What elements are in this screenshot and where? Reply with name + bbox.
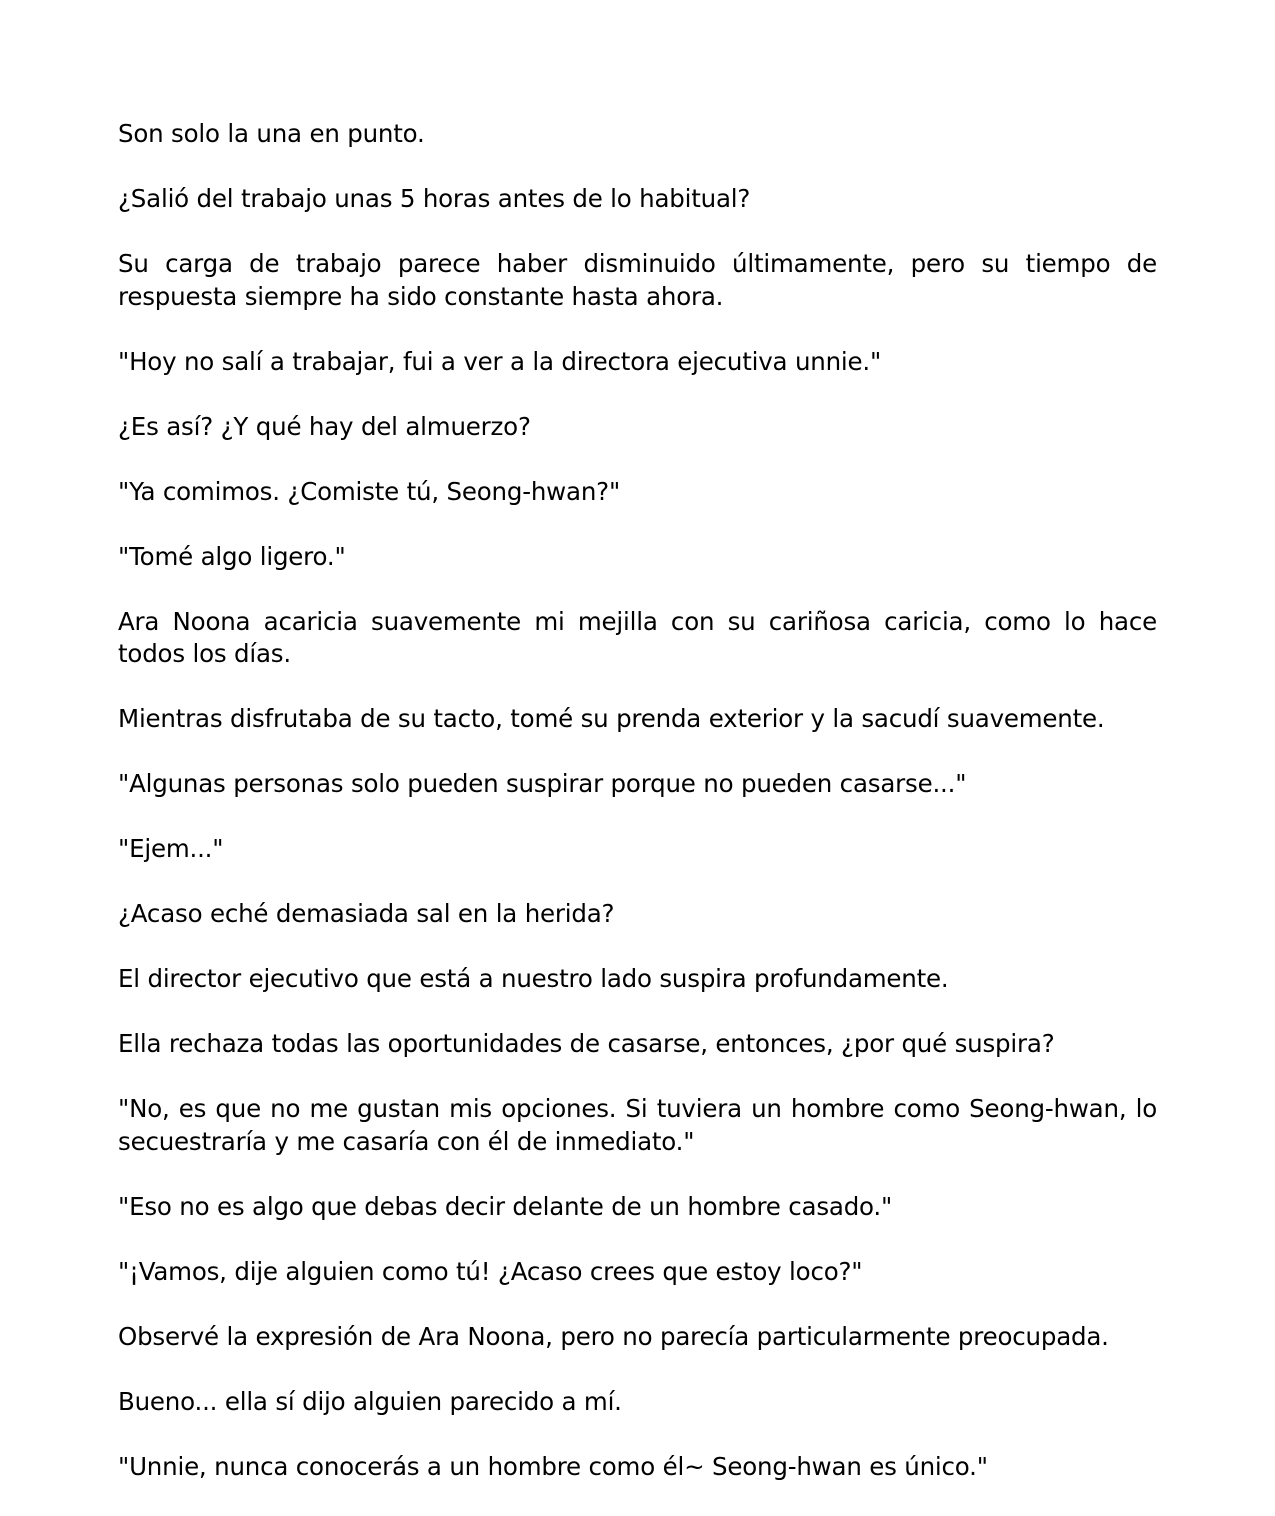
- paragraph: "Algunas personas solo pueden suspirar porque no pueden casarse...": [118, 769, 967, 798]
- paragraph: ¿Es así? ¿Y qué hay del almuerzo?: [118, 411, 531, 441]
- paragraph: Son solo la una en punto.: [118, 119, 425, 148]
- paragraph: "¡Vamos, dije alguien como tú! ¿Acaso crees que estoy loco?": [118, 1256, 863, 1286]
- paragraph: Mientras disfrutaba de su tacto, tomé su prenda exterior y la sacudí suavemente.: [118, 704, 1105, 733]
- paragraph: "Hoy no salí a trabajar, fui a ver a la directora ejecutiva unnie.": [118, 346, 882, 376]
- paragraph: Ara Noona acaricia suavemente mi mejilla con su cariñosa caricia, como lo hace todos los días.: [118, 606, 1157, 668]
- paragraph: "Unnie, nunca conocerás a un hombre como él~ Seong-hwan es único.": [118, 1451, 988, 1481]
- paragraph: "Ya comimos. ¿Comiste tú, Seong-hwan?": [118, 476, 621, 506]
- paragraph: El director ejecutivo que está a nuestro lado suspira profundamente.: [118, 964, 949, 993]
- paragraph: "Tomé algo ligero.": [118, 541, 346, 571]
- paragraph: Observé la expresión de Ara Noona, pero no parecía particularmente preocupada.: [118, 1321, 1109, 1351]
- paragraph: ¿Acaso eché demasiada sal en la herida?: [118, 899, 615, 928]
- paragraph: ¿Salió del trabajo unas 5 horas antes de lo habitual?: [118, 184, 751, 213]
- document-page: [118, 118, 1157, 1516]
- paragraph: Su carga de trabajo parece haber disminuido últimamente, pero su tiempo de respuesta siempre ha sido constante hasta ahora.: [118, 249, 1157, 311]
- paragraph: Bueno... ella sí dijo alguien parecido a mí.: [118, 1386, 622, 1416]
- paragraph: "No, es que no me gustan mis opciones. Si tuviera un hombre como Seong-hwan, lo secuestraría y me casaría con él de inmediato.": [118, 1094, 1157, 1156]
- paragraph: Ella rechaza todas las oportunidades de casarse, entonces, ¿por qué suspira?: [118, 1029, 1055, 1058]
- paragraph: "Ejem...": [118, 834, 224, 863]
- paragraph: "Eso no es algo que debas decir delante de un hombre casado.": [118, 1191, 893, 1221]
